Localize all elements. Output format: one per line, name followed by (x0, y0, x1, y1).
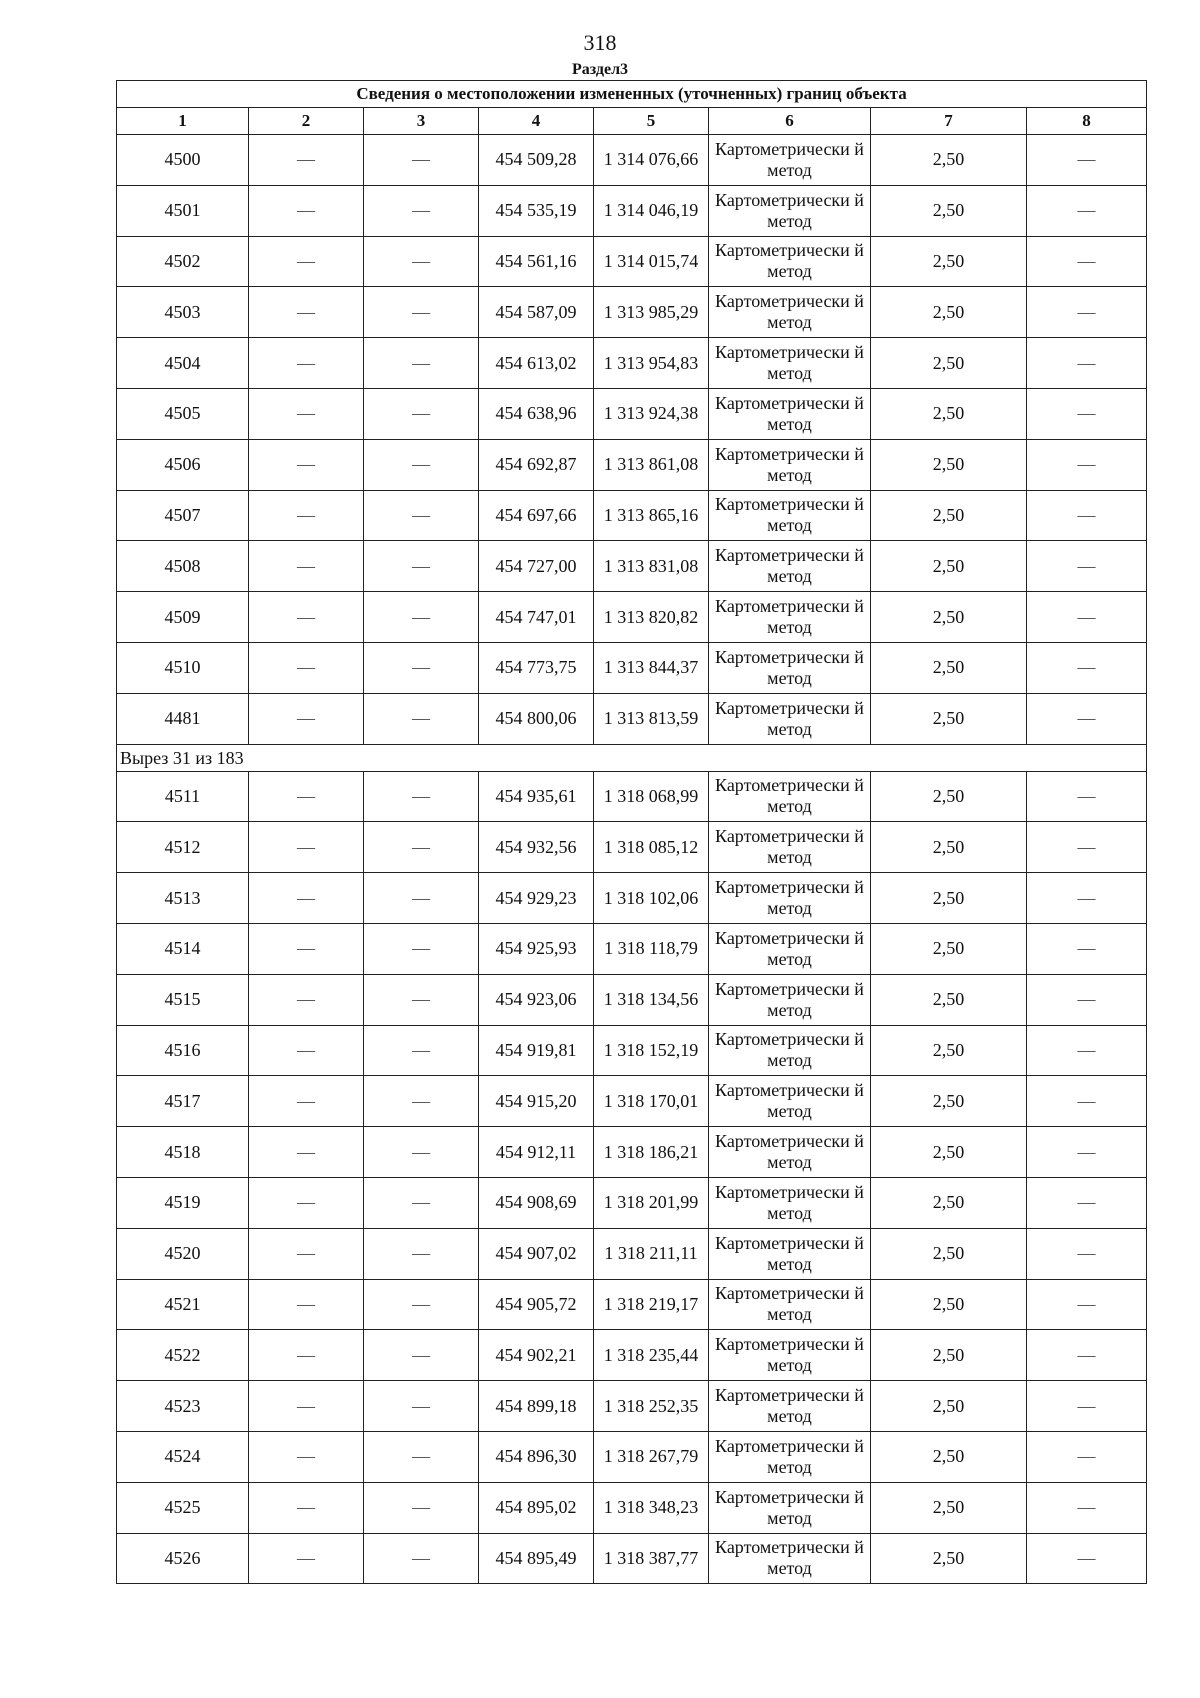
y-coordinate: 1 313 831,08 (594, 541, 709, 592)
column-2-value: — (249, 693, 364, 744)
accuracy: 2,50 (871, 923, 1027, 974)
x-coordinate: 454 935,61 (479, 771, 594, 822)
column-3-value: — (364, 592, 479, 643)
column-3-value: — (364, 1330, 479, 1381)
table-row (117, 388, 1147, 439)
accuracy: 2,50 (871, 1177, 1027, 1228)
column-8-value: — (1027, 1177, 1147, 1228)
column-2-value: — (249, 135, 364, 186)
method: Картометрически й метод (709, 1381, 871, 1432)
column-8-value: — (1027, 287, 1147, 338)
column-2-value: — (249, 1533, 364, 1584)
x-coordinate: 454 912,11 (479, 1127, 594, 1178)
method: Картометрически й метод (709, 873, 871, 924)
table-row (117, 771, 1147, 822)
cutout-label: Вырез 31 из 183 (117, 744, 1147, 771)
x-coordinate: 454 908,69 (479, 1177, 594, 1228)
point-number: 4524 (117, 1431, 249, 1482)
method: Картометрически й метод (709, 1482, 871, 1533)
section-label: Раздел3 (571, 61, 629, 78)
column-number-row (117, 108, 1147, 135)
column-8-value: — (1027, 974, 1147, 1025)
y-coordinate: 1 318 252,35 (594, 1381, 709, 1432)
method: Картометрически й метод (709, 1228, 871, 1279)
y-coordinate: 1 318 152,19 (594, 1025, 709, 1076)
column-2-value: — (249, 1482, 364, 1533)
column-2-value: — (249, 923, 364, 974)
table-row (117, 1533, 1147, 1584)
column-2-value: — (249, 592, 364, 643)
y-coordinate: 1 318 201,99 (594, 1177, 709, 1228)
point-number: 4520 (117, 1228, 249, 1279)
column-8-value: — (1027, 1330, 1147, 1381)
column-3-value: — (364, 1381, 479, 1432)
point-number: 4481 (117, 693, 249, 744)
column-3-value: — (364, 1076, 479, 1127)
x-coordinate: 454 727,00 (479, 541, 594, 592)
table-row (117, 592, 1147, 643)
method: Картометрически й метод (709, 974, 871, 1025)
method: Картометрически й метод (709, 592, 871, 643)
y-coordinate: 1 318 211,11 (594, 1228, 709, 1279)
column-8-value: — (1027, 541, 1147, 592)
point-number: 4517 (117, 1076, 249, 1127)
x-coordinate: 454 747,01 (479, 592, 594, 643)
column-2-value: — (249, 287, 364, 338)
x-coordinate: 454 919,81 (479, 1025, 594, 1076)
column-2-value: — (249, 1127, 364, 1178)
column-2-value: — (249, 1076, 364, 1127)
column-3-value: — (364, 1127, 479, 1178)
y-coordinate: 1 318 068,99 (594, 771, 709, 822)
x-coordinate: 454 773,75 (479, 642, 594, 693)
column-2-value: — (249, 771, 364, 822)
x-coordinate: 454 895,02 (479, 1482, 594, 1533)
y-coordinate: 1 313 924,38 (594, 388, 709, 439)
column-3-value: — (364, 1228, 479, 1279)
point-number: 4525 (117, 1482, 249, 1533)
accuracy: 2,50 (871, 1025, 1027, 1076)
y-coordinate: 1 313 813,59 (594, 693, 709, 744)
accuracy: 2,50 (871, 1330, 1027, 1381)
table-row (117, 822, 1147, 873)
method: Картометрически й метод (709, 185, 871, 236)
method: Картометрически й метод (709, 541, 871, 592)
method: Картометрически й метод (709, 338, 871, 389)
x-coordinate: 454 923,06 (479, 974, 594, 1025)
point-number: 4518 (117, 1127, 249, 1178)
y-coordinate: 1 318 267,79 (594, 1431, 709, 1482)
column-3-value: — (364, 287, 479, 338)
method: Картометрически й метод (709, 693, 871, 744)
accuracy: 2,50 (871, 873, 1027, 924)
method: Картометрически й метод (709, 923, 871, 974)
table-row (117, 1381, 1147, 1432)
point-number: 4523 (117, 1381, 249, 1432)
accuracy: 2,50 (871, 771, 1027, 822)
column-8-value: — (1027, 1381, 1147, 1432)
y-coordinate: 1 313 861,08 (594, 439, 709, 490)
point-number: 4522 (117, 1330, 249, 1381)
x-coordinate: 454 907,02 (479, 1228, 594, 1279)
x-coordinate: 454 800,06 (479, 693, 594, 744)
table-row (117, 1127, 1147, 1178)
table-row (117, 287, 1147, 338)
accuracy: 2,50 (871, 287, 1027, 338)
column-8-value: — (1027, 1076, 1147, 1127)
column-2-value: — (249, 490, 364, 541)
column-3-value: — (364, 439, 479, 490)
accuracy: 2,50 (871, 135, 1027, 186)
accuracy: 2,50 (871, 693, 1027, 744)
table-row (117, 693, 1147, 744)
column-2-value: — (249, 388, 364, 439)
y-coordinate: 1 313 954,83 (594, 338, 709, 389)
y-coordinate: 1 318 235,44 (594, 1330, 709, 1381)
accuracy: 2,50 (871, 236, 1027, 287)
column-8-value: — (1027, 592, 1147, 643)
method: Картометрически й метод (709, 642, 871, 693)
method: Картометрически й метод (709, 236, 871, 287)
x-coordinate: 454 932,56 (479, 822, 594, 873)
point-number: 4515 (117, 974, 249, 1025)
column-8-value: — (1027, 490, 1147, 541)
y-coordinate: 1 318 085,12 (594, 822, 709, 873)
x-coordinate: 454 925,93 (479, 923, 594, 974)
method: Картометрически й метод (709, 388, 871, 439)
method: Картометрически й метод (709, 771, 871, 822)
column-3-value: — (364, 923, 479, 974)
column-8-value: — (1027, 236, 1147, 287)
column-3-value: — (364, 1025, 479, 1076)
method: Картометрически й метод (709, 822, 871, 873)
column-2-value: — (249, 1381, 364, 1432)
x-coordinate: 454 638,96 (479, 388, 594, 439)
column-8-value: — (1027, 1127, 1147, 1178)
y-coordinate: 1 318 348,23 (594, 1482, 709, 1533)
point-number: 4501 (117, 185, 249, 236)
x-coordinate: 454 896,30 (479, 1431, 594, 1482)
accuracy: 2,50 (871, 185, 1027, 236)
accuracy: 2,50 (871, 822, 1027, 873)
page-number: 318 (583, 30, 617, 55)
column-8-value: — (1027, 1533, 1147, 1584)
column-8-value: — (1027, 1431, 1147, 1482)
accuracy: 2,50 (871, 1228, 1027, 1279)
y-coordinate: 1 314 015,74 (594, 236, 709, 287)
cutout-row (117, 744, 1147, 771)
column-3-value: — (364, 236, 479, 287)
method: Картометрически й метод (709, 1533, 871, 1584)
point-number: 4521 (117, 1279, 249, 1330)
point-number: 4503 (117, 287, 249, 338)
method: Картометрически й метод (709, 439, 871, 490)
column-2-value: — (249, 541, 364, 592)
method: Картометрически й метод (709, 287, 871, 338)
column-number: 2 (249, 108, 364, 135)
point-number: 4507 (117, 490, 249, 541)
column-3-value: — (364, 135, 479, 186)
y-coordinate: 1 318 186,21 (594, 1127, 709, 1178)
column-3-value: — (364, 771, 479, 822)
point-number: 4502 (117, 236, 249, 287)
method: Картометрически й метод (709, 1279, 871, 1330)
point-number: 4516 (117, 1025, 249, 1076)
column-2-value: — (249, 1431, 364, 1482)
point-number: 4512 (117, 822, 249, 873)
table-row (117, 974, 1147, 1025)
x-coordinate: 454 509,28 (479, 135, 594, 186)
column-2-value: — (249, 1228, 364, 1279)
point-number: 4513 (117, 873, 249, 924)
point-number: 4510 (117, 642, 249, 693)
table-row (117, 1431, 1147, 1482)
y-coordinate: 1 318 102,06 (594, 873, 709, 924)
column-3-value: — (364, 541, 479, 592)
column-number: 7 (871, 108, 1027, 135)
table-row (117, 236, 1147, 287)
x-coordinate: 454 902,21 (479, 1330, 594, 1381)
column-8-value: — (1027, 693, 1147, 744)
column-number: 8 (1027, 108, 1147, 135)
x-coordinate: 454 929,23 (479, 873, 594, 924)
accuracy: 2,50 (871, 541, 1027, 592)
accuracy: 2,50 (871, 490, 1027, 541)
column-2-value: — (249, 236, 364, 287)
column-2-value: — (249, 642, 364, 693)
table-row (117, 642, 1147, 693)
point-number: 4509 (117, 592, 249, 643)
column-3-value: — (364, 490, 479, 541)
column-3-value: — (364, 1177, 479, 1228)
table-row (117, 1330, 1147, 1381)
column-8-value: — (1027, 873, 1147, 924)
y-coordinate: 1 318 387,77 (594, 1533, 709, 1584)
table-row (117, 1025, 1147, 1076)
x-coordinate: 454 613,02 (479, 338, 594, 389)
method: Картометрически й метод (709, 1431, 871, 1482)
method: Картометрически й метод (709, 490, 871, 541)
column-2-value: — (249, 873, 364, 924)
column-2-value: — (249, 1330, 364, 1381)
method: Картометрически й метод (709, 1076, 871, 1127)
table-row (117, 923, 1147, 974)
y-coordinate: 1 313 844,37 (594, 642, 709, 693)
coordinates-table (116, 80, 1147, 1584)
column-8-value: — (1027, 923, 1147, 974)
column-number: 1 (117, 108, 249, 135)
accuracy: 2,50 (871, 1127, 1027, 1178)
point-number: 4508 (117, 541, 249, 592)
column-2-value: — (249, 338, 364, 389)
y-coordinate: 1 318 134,56 (594, 974, 709, 1025)
point-number: 4500 (117, 135, 249, 186)
column-3-value: — (364, 873, 479, 924)
x-coordinate: 454 899,18 (479, 1381, 594, 1432)
table-row (117, 338, 1147, 389)
x-coordinate: 454 561,16 (479, 236, 594, 287)
y-coordinate: 1 313 985,29 (594, 287, 709, 338)
column-2-value: — (249, 1177, 364, 1228)
accuracy: 2,50 (871, 1482, 1027, 1533)
method: Картометрически й метод (709, 135, 871, 186)
y-coordinate: 1 318 118,79 (594, 923, 709, 974)
table-row (117, 135, 1147, 186)
table-title: Сведения о местоположении измененных (уточненных) границ объекта (117, 81, 1147, 108)
y-coordinate: 1 318 219,17 (594, 1279, 709, 1330)
table-row (117, 873, 1147, 924)
y-coordinate: 1 313 820,82 (594, 592, 709, 643)
point-number: 4514 (117, 923, 249, 974)
column-3-value: — (364, 974, 479, 1025)
column-number: 3 (364, 108, 479, 135)
point-number: 4526 (117, 1533, 249, 1584)
column-8-value: — (1027, 642, 1147, 693)
column-8-value: — (1027, 1279, 1147, 1330)
column-3-value: — (364, 388, 479, 439)
x-coordinate: 454 895,49 (479, 1533, 594, 1584)
column-2-value: — (249, 974, 364, 1025)
column-8-value: — (1027, 1482, 1147, 1533)
column-3-value: — (364, 1431, 479, 1482)
method: Картометрически й метод (709, 1177, 871, 1228)
column-2-value: — (249, 822, 364, 873)
method: Картометрически й метод (709, 1127, 871, 1178)
table-row (117, 185, 1147, 236)
x-coordinate: 454 905,72 (479, 1279, 594, 1330)
column-2-value: — (249, 185, 364, 236)
column-2-value: — (249, 1025, 364, 1076)
column-3-value: — (364, 338, 479, 389)
accuracy: 2,50 (871, 1431, 1027, 1482)
column-3-value: — (364, 642, 479, 693)
column-3-value: — (364, 822, 479, 873)
table-row (117, 1279, 1147, 1330)
accuracy: 2,50 (871, 1076, 1027, 1127)
column-3-value: — (364, 1482, 479, 1533)
point-number: 4519 (117, 1177, 249, 1228)
column-8-value: — (1027, 1025, 1147, 1076)
accuracy: 2,50 (871, 388, 1027, 439)
column-8-value: — (1027, 185, 1147, 236)
column-3-value: — (364, 1279, 479, 1330)
accuracy: 2,50 (871, 1381, 1027, 1432)
column-8-value: — (1027, 771, 1147, 822)
point-number: 4506 (117, 439, 249, 490)
column-number: 4 (479, 108, 594, 135)
table-row (117, 1482, 1147, 1533)
method: Картометрически й метод (709, 1330, 871, 1381)
x-coordinate: 454 697,66 (479, 490, 594, 541)
accuracy: 2,50 (871, 592, 1027, 643)
y-coordinate: 1 318 170,01 (594, 1076, 709, 1127)
x-coordinate: 454 535,19 (479, 185, 594, 236)
point-number: 4504 (117, 338, 249, 389)
accuracy: 2,50 (871, 1533, 1027, 1584)
accuracy: 2,50 (871, 338, 1027, 389)
column-number: 6 (709, 108, 871, 135)
column-number: 5 (594, 108, 709, 135)
method: Картометрически й метод (709, 1025, 871, 1076)
accuracy: 2,50 (871, 974, 1027, 1025)
x-coordinate: 454 587,09 (479, 287, 594, 338)
column-8-value: — (1027, 1228, 1147, 1279)
table-row (117, 439, 1147, 490)
y-coordinate: 1 314 046,19 (594, 185, 709, 236)
column-8-value: — (1027, 135, 1147, 186)
column-2-value: — (249, 1279, 364, 1330)
x-coordinate: 454 915,20 (479, 1076, 594, 1127)
table-row (117, 541, 1147, 592)
column-8-value: — (1027, 439, 1147, 490)
column-3-value: — (364, 185, 479, 236)
table-row (117, 490, 1147, 541)
table-row (117, 1228, 1147, 1279)
x-coordinate: 454 692,87 (479, 439, 594, 490)
y-coordinate: 1 314 076,66 (594, 135, 709, 186)
column-2-value: — (249, 439, 364, 490)
column-8-value: — (1027, 388, 1147, 439)
column-8-value: — (1027, 822, 1147, 873)
point-number: 4505 (117, 388, 249, 439)
accuracy: 2,50 (871, 439, 1027, 490)
column-3-value: — (364, 693, 479, 744)
column-8-value: — (1027, 338, 1147, 389)
accuracy: 2,50 (871, 1279, 1027, 1330)
column-3-value: — (364, 1533, 479, 1584)
table-row (117, 1076, 1147, 1127)
point-number: 4511 (117, 771, 249, 822)
table-row (117, 1177, 1147, 1228)
y-coordinate: 1 313 865,16 (594, 490, 709, 541)
accuracy: 2,50 (871, 642, 1027, 693)
